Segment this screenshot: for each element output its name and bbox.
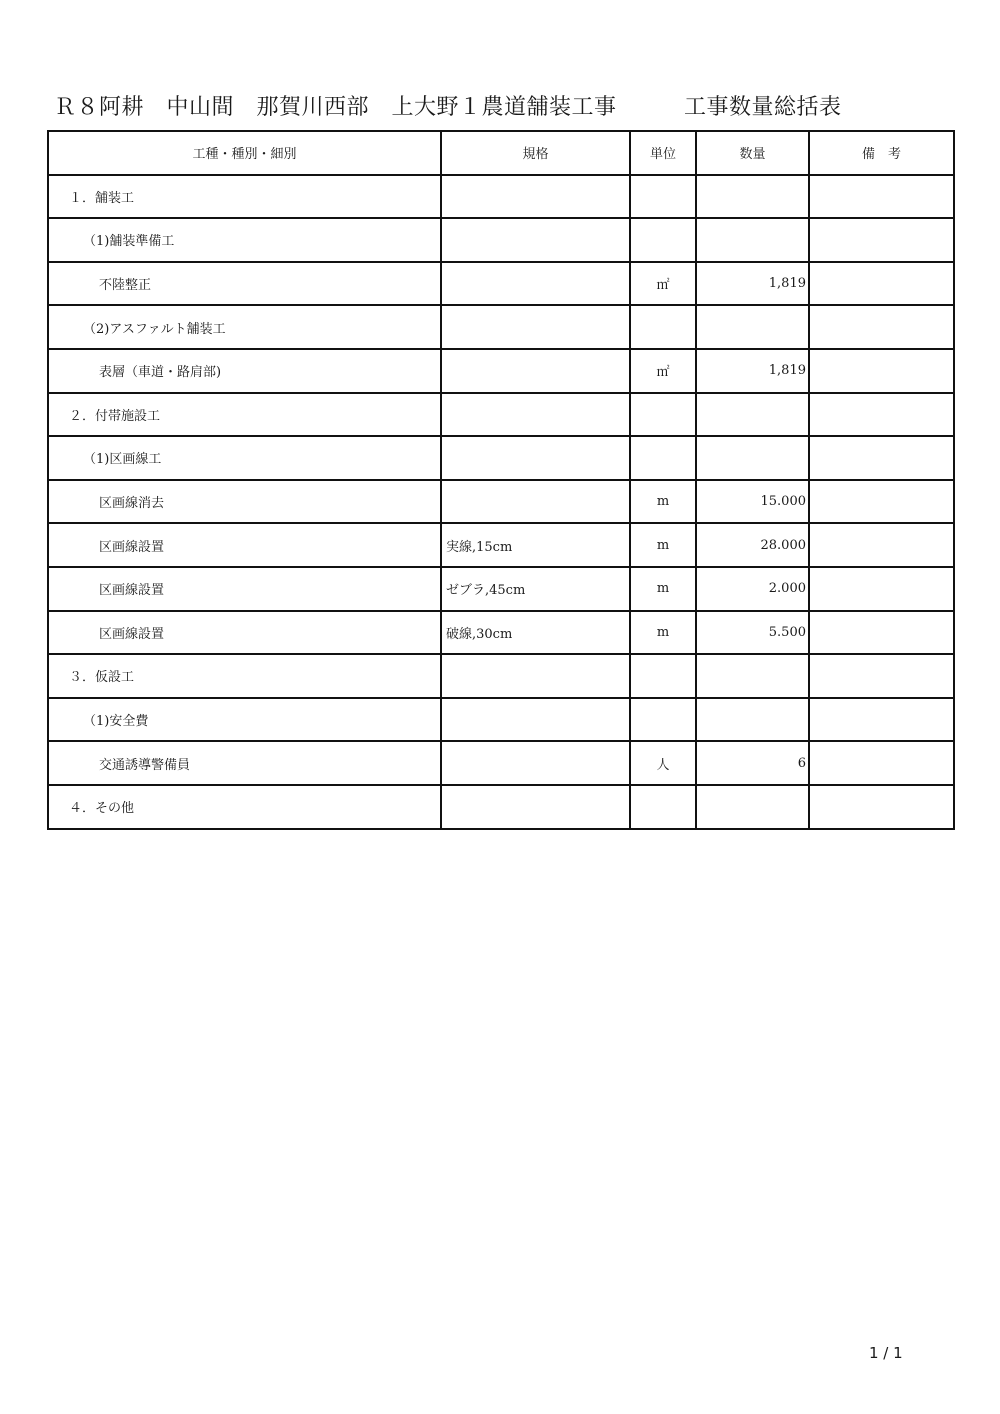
spec-cell: 実線,15cm — [441, 523, 630, 567]
table-row — [48, 698, 954, 742]
header-work-type: 工種・種別・細別 — [48, 131, 441, 175]
remarks-cell — [809, 698, 954, 742]
quantity-cell: 6 — [696, 741, 809, 785]
spec-cell — [441, 349, 630, 393]
work-type-cell: （1)安全費 — [48, 698, 441, 742]
work-type-cell: ４．その他 — [48, 785, 441, 829]
unit-cell — [630, 698, 696, 742]
spec-cell — [441, 785, 630, 829]
spec-cell — [441, 698, 630, 742]
work-type-cell: （1)区画線工 — [48, 436, 441, 480]
remarks-cell — [809, 785, 954, 829]
quantity-cell — [696, 218, 809, 262]
remarks-cell — [809, 349, 954, 393]
unit-cell — [630, 175, 696, 219]
header-unit: 単位 — [630, 131, 696, 175]
unit-cell: m — [630, 611, 696, 655]
work-type-cell: （1)舗装準備工 — [48, 218, 441, 262]
quantity-cell — [696, 436, 809, 480]
remarks-cell — [809, 567, 954, 611]
work-type-cell: 区画線設置 — [48, 567, 441, 611]
quantity-cell: 1,819 — [696, 262, 809, 306]
spec-cell — [441, 218, 630, 262]
remarks-cell — [809, 741, 954, 785]
work-type-cell: 不陸整正 — [48, 262, 441, 306]
table-header-row — [48, 131, 954, 175]
work-type-cell: 表層（車道・路肩部) — [48, 349, 441, 393]
table-row — [48, 785, 954, 829]
spec-cell — [441, 262, 630, 306]
table-row — [48, 305, 954, 349]
remarks-cell — [809, 305, 954, 349]
quantity-cell — [696, 698, 809, 742]
work-type-cell: 区画線消去 — [48, 480, 441, 524]
unit-cell — [630, 305, 696, 349]
work-type-cell: 区画線設置 — [48, 523, 441, 567]
table-row — [48, 349, 954, 393]
page-number: 1 / 1 — [869, 1344, 903, 1362]
spec-cell — [441, 393, 630, 437]
quantity-cell: 1,819 — [696, 349, 809, 393]
remarks-cell — [809, 523, 954, 567]
spec-cell: 破線,30cm — [441, 611, 630, 655]
header-remarks: 備 考 — [809, 131, 954, 175]
table-row — [48, 523, 954, 567]
unit-cell: 人 — [630, 741, 696, 785]
header-quantity: 数量 — [696, 131, 809, 175]
unit-cell — [630, 785, 696, 829]
unit-cell: m — [630, 523, 696, 567]
table-row — [48, 480, 954, 524]
remarks-cell — [809, 480, 954, 524]
spec-cell — [441, 480, 630, 524]
remarks-cell — [809, 218, 954, 262]
remarks-cell — [809, 393, 954, 437]
work-type-cell: 区画線設置 — [48, 611, 441, 655]
unit-cell: ㎡ — [630, 262, 696, 306]
unit-cell — [630, 393, 696, 437]
unit-cell — [630, 218, 696, 262]
spec-cell — [441, 654, 630, 698]
table-row — [48, 393, 954, 437]
table-row — [48, 436, 954, 480]
quantity-cell: 15.000 — [696, 480, 809, 524]
unit-cell — [630, 436, 696, 480]
quantity-cell — [696, 654, 809, 698]
table-row — [48, 262, 954, 306]
remarks-cell — [809, 175, 954, 219]
unit-cell: m — [630, 480, 696, 524]
unit-cell: ㎡ — [630, 349, 696, 393]
table-row — [48, 654, 954, 698]
quantity-cell: 2.000 — [696, 567, 809, 611]
document-title: Ｒ８阿耕 中山間 那賀川西部 上大野１農道舗装工事 工事数量総括表 — [54, 95, 842, 120]
quantity-cell: 5.500 — [696, 611, 809, 655]
spec-cell: ゼブラ,45cm — [441, 567, 630, 611]
table-row — [48, 567, 954, 611]
remarks-cell — [809, 654, 954, 698]
spec-cell — [441, 175, 630, 219]
quantity-cell — [696, 785, 809, 829]
spec-cell — [441, 741, 630, 785]
quantity-summary-table — [47, 130, 955, 830]
quantity-cell — [696, 175, 809, 219]
spec-cell — [441, 436, 630, 480]
table-row — [48, 218, 954, 262]
quantity-cell: 28.000 — [696, 523, 809, 567]
work-type-cell: ３．仮設工 — [48, 654, 441, 698]
table-row — [48, 175, 954, 219]
spec-cell — [441, 305, 630, 349]
work-type-cell: （2)アスファルト舗装工 — [48, 305, 441, 349]
table-row — [48, 611, 954, 655]
work-type-cell: １．舗装工 — [48, 175, 441, 219]
work-type-cell: ２．付帯施設工 — [48, 393, 441, 437]
unit-cell — [630, 654, 696, 698]
table-row — [48, 741, 954, 785]
quantity-cell — [696, 305, 809, 349]
remarks-cell — [809, 262, 954, 306]
remarks-cell — [809, 611, 954, 655]
unit-cell: m — [630, 567, 696, 611]
work-type-cell: 交通誘導警備員 — [48, 741, 441, 785]
remarks-cell — [809, 436, 954, 480]
quantity-cell — [696, 393, 809, 437]
header-spec: 規格 — [441, 131, 630, 175]
